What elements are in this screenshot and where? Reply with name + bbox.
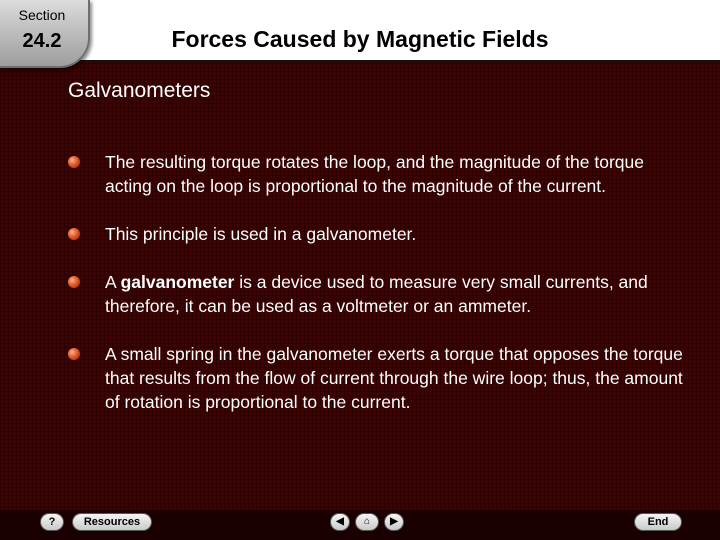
resources-button[interactable] [72,513,152,531]
help-button[interactable] [40,513,64,531]
home-icon: ⌂ [363,516,371,527]
bullet-icon [68,228,80,240]
bullet-icon [68,348,80,360]
header-divider [0,60,720,62]
section-number: 24.2 [22,30,62,52]
bullet-text: This principle is used in a galvanometer. [105,224,417,244]
resources-label: Resources [83,516,141,528]
end-button[interactable] [634,513,682,531]
bullet-item [68,270,688,318]
back-arrow-icon: ◀ [336,516,344,527]
bullet-item [68,342,688,414]
page-title: Forces Caused by Magnetic Fields [171,26,549,52]
section-label: Section [18,7,66,23]
bullet-icon [68,276,80,288]
bullet-list [68,150,688,438]
bullet-item [68,150,688,198]
end-label: End [647,516,669,528]
forward-button[interactable] [384,513,404,531]
home-button[interactable] [355,513,379,531]
bullet-item [68,222,688,246]
bullet-text-pre: A [105,272,121,292]
back-button[interactable] [330,513,350,531]
bullet-text: A small spring in the galvanometer exerts a torque that opposes the torque that results from the flow of current through the wire loop; thus, the amount of rotation is proportional to the current. [105,344,683,412]
help-icon: ? [48,516,56,528]
bullet-text: The resulting torque rotates the loop, and the magnitude of the torque acting on the loop is proportional to the magnitude of the current. [105,152,644,196]
bullet-icon [68,156,80,168]
section-tab [0,0,90,68]
slide-subheading: Galvanometers [68,79,211,102]
bullet-text-post: is a device used to measure very small currents, and therefore, it can be used as a voltmeter or an ammeter. [105,272,648,316]
bullet-term: galvanometer [120,272,235,292]
forward-arrow-icon: ▶ [390,516,398,527]
